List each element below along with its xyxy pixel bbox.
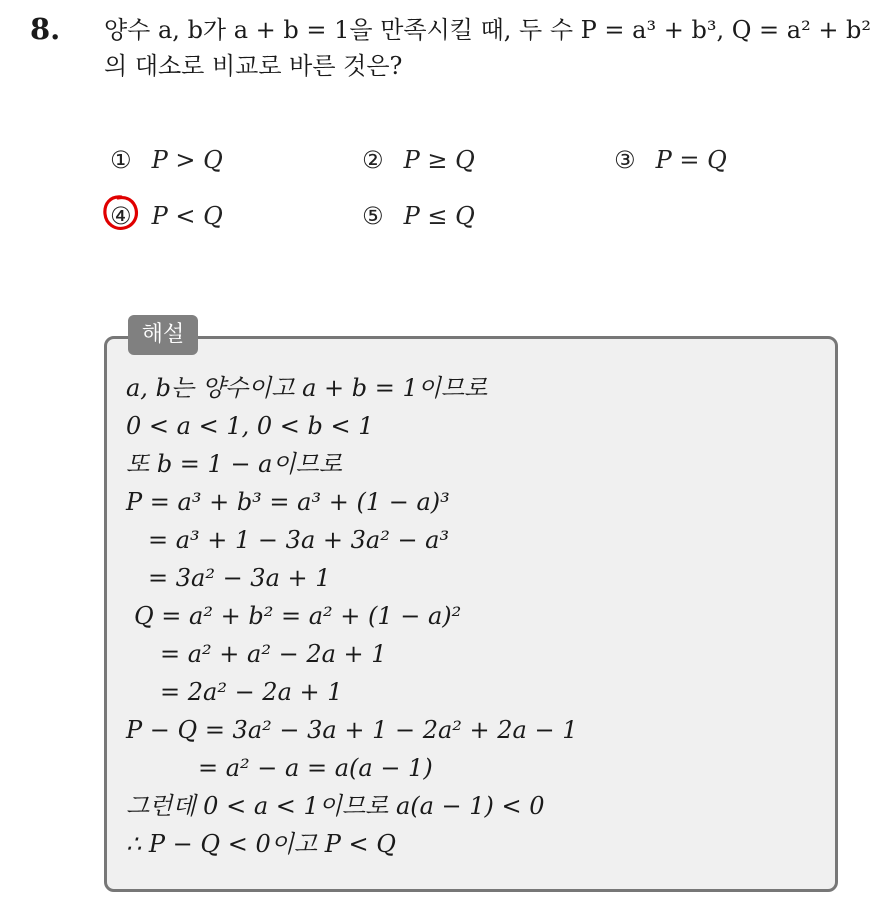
solution-line-5: = a³ + 1 − 3a + 3a² − a³ (148, 526, 450, 554)
solution-line-2: 0 < a < 1, 0 < b < 1 (126, 412, 374, 440)
solution-line-12: 그런데 0 < a < 1이므로 a(a − 1) < 0 (126, 792, 545, 820)
choice-5[interactable] (362, 201, 475, 231)
solution-line-6: = 3a² − 3a + 1 (148, 564, 331, 592)
solution-line-9: = 2a² − 2a + 1 (160, 678, 343, 706)
choice-1-expression: P > Q (151, 146, 223, 174)
question-line-2: 의 대소로 비교로 바른 것은? (104, 52, 403, 80)
answer-mark-circle-icon (101, 193, 141, 233)
choice-3-expression: P = Q (655, 146, 727, 174)
solution-line-8: = a² + a² − 2a + 1 (160, 640, 387, 668)
solution-line-7: Q = a² + b² = a² + (1 − a)² (134, 602, 462, 630)
choice-4-number: ④ (110, 202, 132, 230)
question-line-1: 양수 a, b가 a + b = 1을 만족시킬 때, 두 수 P = a³ + b³, Q = a² + b² (104, 16, 872, 44)
choice-3-number: ③ (614, 146, 636, 174)
solution-line-1: a, b는 양수이고 a + b = 1이므로 (126, 374, 488, 402)
solution-tab-label: 해설 (128, 315, 198, 355)
choice-5-number: ⑤ (362, 202, 384, 230)
choice-1-number: ① (110, 146, 132, 174)
solution-line-11: = a² − a = a(a − 1) (198, 754, 433, 782)
solution-line-4: P = a³ + b³ = a³ + (1 − a)³ (126, 488, 450, 516)
choice-4-expression: P < Q (151, 202, 223, 230)
choice-5-expression: P ≤ Q (403, 202, 475, 230)
problem-number: 8. (30, 12, 61, 46)
choice-1[interactable] (110, 145, 223, 175)
choice-2[interactable] (362, 145, 475, 175)
solution-line-3: 또 b = 1 − a이므로 (126, 450, 343, 478)
question-text (104, 12, 874, 84)
solution-line-13: ∴ P − Q < 0이고 P < Q (126, 830, 396, 858)
choice-3[interactable] (614, 145, 727, 175)
choice-2-number: ② (362, 146, 384, 174)
choice-2-expression: P ≥ Q (403, 146, 475, 174)
solution-line-10: P − Q = 3a² − 3a + 1 − 2a² + 2a − 1 (126, 716, 578, 744)
